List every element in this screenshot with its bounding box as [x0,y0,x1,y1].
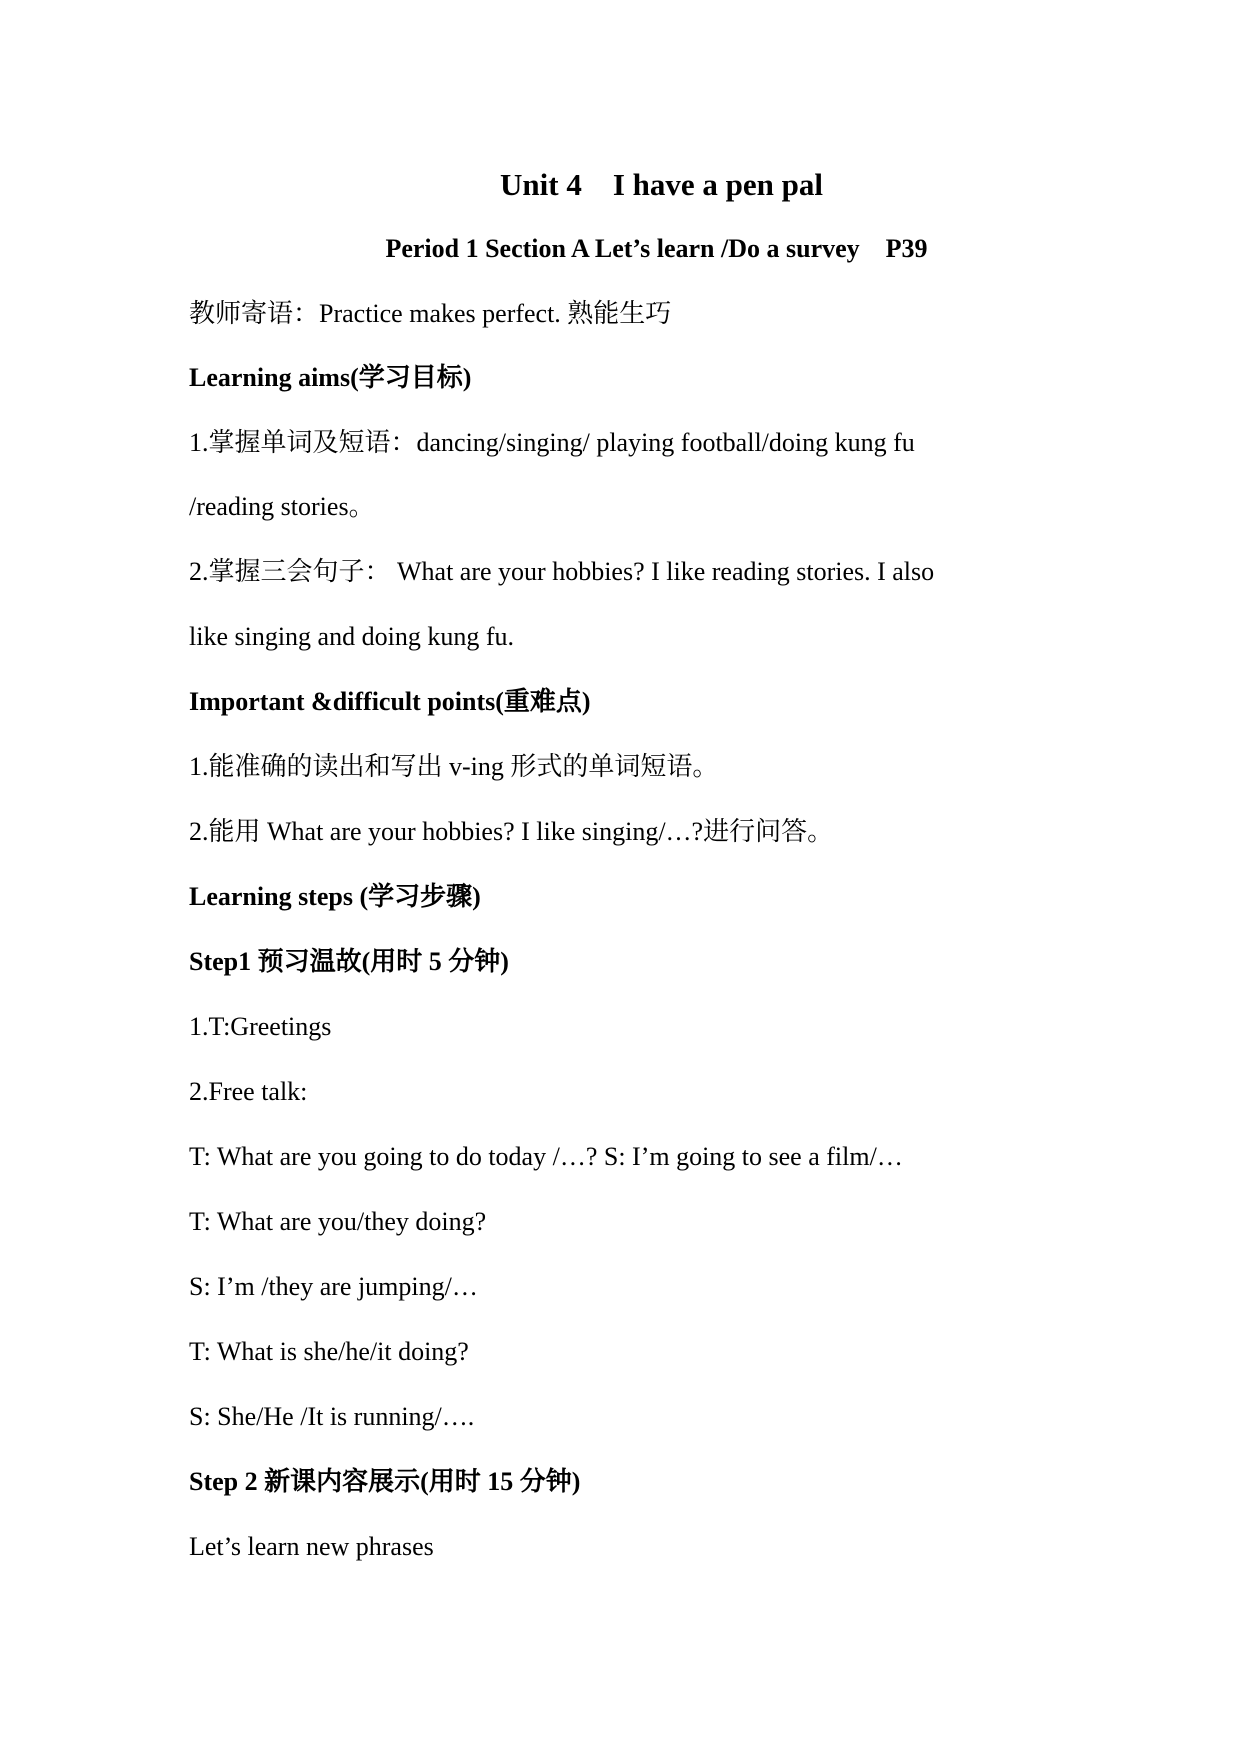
step-2-item-new-phrases: Let’s learn new phrases [189,1532,434,1561]
aim-1-line-1: 1.掌握单词及短语：dancing/singing/ playing football/doing kung fu [189,428,915,457]
key-points-heading: Important &difficult points(重难点) [189,687,591,716]
dialog-line-2: T: What are you/they doing? [189,1207,487,1236]
document-subtitle: Period 1 Section A Let’s learn /Do a survey P39 [385,234,928,263]
dialog-line-1: T: What are you going to do today /…? S: I’m going to see a film/… [189,1142,903,1171]
dialog-line-5: S: She/He /It is running/…. [189,1402,475,1431]
step-2-heading: Step 2 新课内容展示(用时 15 分钟) [189,1467,581,1496]
learning-aims-heading: Learning aims(学习目标) [189,363,472,392]
key-point-1: 1.能准确的读出和写出 v-ing 形式的单词短语。 [189,752,719,781]
learning-steps-heading: Learning steps (学习步骤) [189,882,481,911]
teacher-motto: 教师寄语：Practice makes perfect. 熟能生巧 [189,299,672,328]
dialog-line-4: T: What is she/he/it doing? [189,1337,469,1366]
aim-2-line-2: like singing and doing kung fu. [189,622,514,651]
step-1-item-free-talk: 2.Free talk: [189,1077,308,1106]
step-1-item-greetings: 1.T:Greetings [189,1012,332,1041]
key-point-2: 2.能用 What are your hobbies? I like singing/…?进行问答。 [189,817,834,846]
aim-1-line-2: /reading stories。 [189,492,375,521]
document-title: Unit 4 I have a pen pal [500,167,823,202]
aim-2-line-1: 2.掌握三会句子： What are your hobbies? I like reading stories. I also [189,557,935,586]
dialog-line-3: S: I’m /they are jumping/… [189,1272,478,1301]
step-1-heading: Step1 预习温故(用时 5 分钟) [189,947,509,976]
